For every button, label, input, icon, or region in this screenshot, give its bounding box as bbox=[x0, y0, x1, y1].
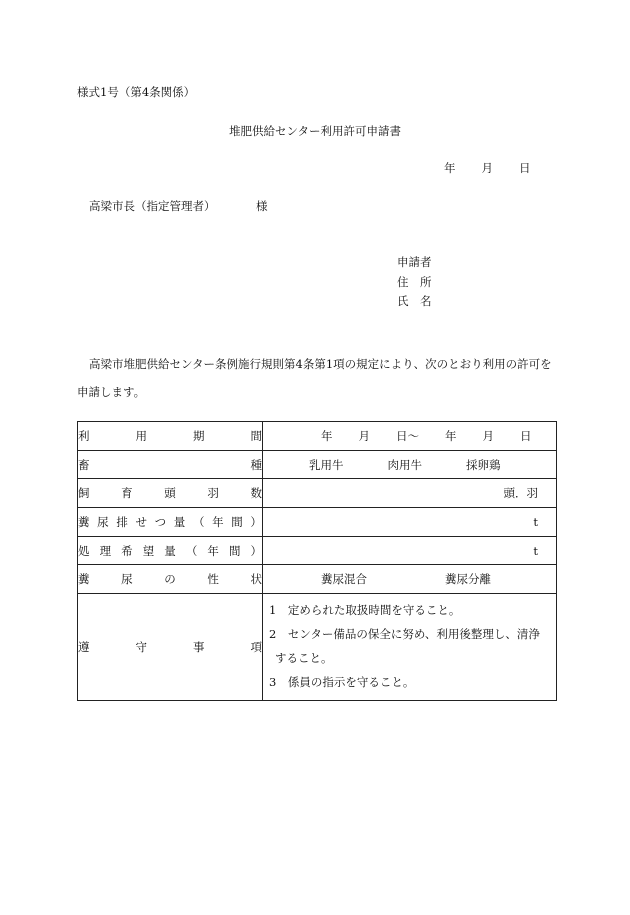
period-value[interactable]: 年 月 日～ 年 月 日 bbox=[263, 422, 557, 451]
list-item: 2 センター備品の保全に努め、利用後整理し、清浄 bbox=[269, 627, 540, 642]
application-statement: 高梁市堆肥供給センター条例施行規則第4条第1項の規定により、次のとおり利用の許可を申請します。 bbox=[77, 357, 552, 399]
head-count-value[interactable]: 頭．羽 bbox=[263, 479, 557, 508]
table-row-period bbox=[78, 422, 557, 451]
option-dairy-cattle[interactable]: 乳用牛 bbox=[309, 457, 344, 472]
form-number: 様式1号（第4条関係） bbox=[77, 85, 196, 99]
applicant-name-label: 氏 名 bbox=[397, 294, 432, 308]
row-label: 遵 守 事 項 bbox=[78, 640, 262, 655]
document-title: 堆肥供給センター利用許可申請書 bbox=[228, 124, 402, 138]
row-label: 糞 尿 排 せ つ 量 （ 年 間 ） bbox=[78, 514, 262, 529]
table-row-manure-output bbox=[78, 508, 557, 537]
rules-list bbox=[263, 594, 557, 701]
table-row-manure-type bbox=[78, 565, 557, 594]
list-item: 1 定められた取扱時間を守ること。 bbox=[269, 603, 461, 618]
list-item: 3 係員の指示を守ること。 bbox=[269, 675, 415, 690]
option-separated[interactable]: 糞尿分離 bbox=[445, 572, 491, 587]
date-day: 日 bbox=[519, 161, 531, 175]
manure-type-options[interactable] bbox=[263, 565, 557, 594]
processing-request-value[interactable]: t bbox=[263, 536, 557, 565]
row-label: 糞 尿 の 性 状 bbox=[78, 572, 262, 587]
date-year: 年 bbox=[444, 161, 456, 175]
livestock-options[interactable] bbox=[263, 450, 557, 479]
table-row-livestock bbox=[78, 450, 557, 479]
applicant-block bbox=[397, 254, 432, 313]
row-label: 畜 種 bbox=[78, 457, 262, 472]
table-row-processing-request bbox=[78, 536, 557, 565]
option-laying-hens[interactable]: 採卵鶏 bbox=[466, 457, 501, 472]
option-beef-cattle[interactable]: 肉用牛 bbox=[387, 457, 422, 472]
option-mixed[interactable]: 糞尿混合 bbox=[321, 572, 367, 587]
row-label: 飼 育 頭 羽 数 bbox=[78, 486, 262, 501]
addressee: 高梁市長（指定管理者） bbox=[89, 199, 216, 213]
table-row-head-count bbox=[78, 479, 557, 508]
list-item-continuation: すること。 bbox=[275, 651, 333, 666]
row-label: 利 用 期 間 bbox=[78, 428, 262, 443]
application-table bbox=[77, 421, 557, 701]
manure-output-value[interactable]: t bbox=[263, 508, 557, 537]
date-month: 月 bbox=[481, 161, 493, 175]
table-row-rules bbox=[78, 594, 557, 701]
applicant-address-label: 住 所 bbox=[397, 274, 432, 289]
row-label: 処 理 希 望 量 （ 年 間 ） bbox=[78, 543, 262, 558]
addressee-honorific: 様 bbox=[256, 199, 268, 213]
date-line bbox=[444, 160, 531, 176]
applicant-label: 申請者 bbox=[397, 255, 432, 269]
